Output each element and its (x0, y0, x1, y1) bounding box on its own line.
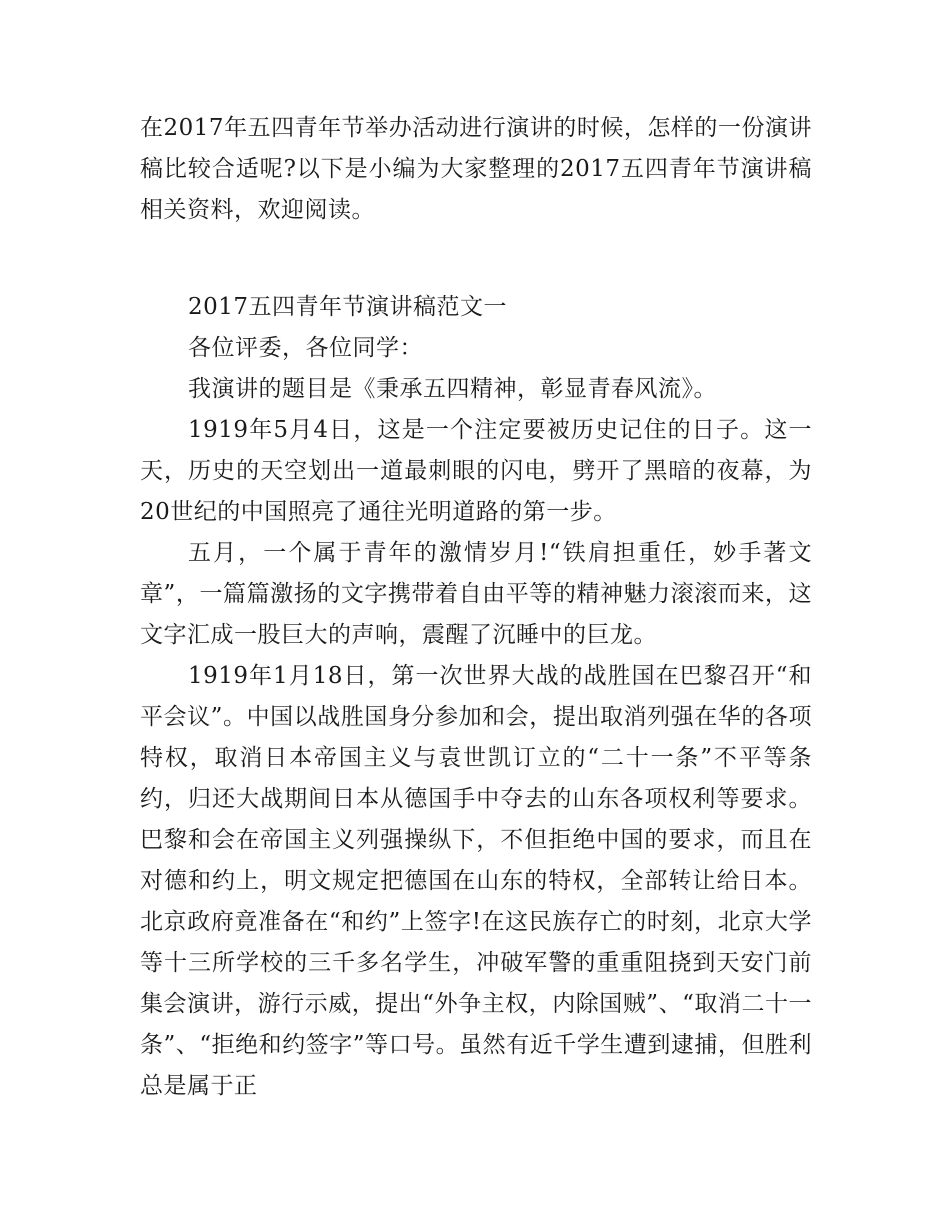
greeting: 各位评委，各位同学： (188, 335, 423, 361)
body-paragraph-3: 1919年1月18日，第一次世界大战的战胜国在巴黎召开“和平会议”。中国以战胜国身分参加和会，提出取消列强在华的各项特权，取消日本帝国主义与袁世凯订立的“二十一条”不平等条约，归还大战期间日本从德国手中夺去的山东各项权利等要求。巴黎和会在帝国主义列强操纵下，不但拒绝中国的要求，而且在对德和约上，明文规定把德国在山东的特权，全部转让给日本。北京政府竟准备在“和约”上签字!在这民族存亡的时刻，北京大学等十三所学校的三千多名学生，冲破军警的重重阻挠到天安门前集会演讲，游行示威，提出“外争主权，内除国贼”、“取消二十一条”、“拒绝和约签字”等口号。虽然有近千学生遭到逮捕，但胜利总是属于正 (140, 663, 812, 1099)
intro-paragraph: 在2017年五四青年节举办活动进行演讲的时候，怎样的一份演讲稿比较合适呢?以下是小编为大家整理的2017五四青年节演讲稿相关资料，欢迎阅读。 (140, 115, 812, 223)
section-title: 2017五四青年节演讲稿范文一 (188, 294, 508, 320)
speech-topic: 我演讲的题目是《秉承五四精神，彰显青春风流》。 (188, 376, 717, 402)
body-paragraph-1: 1919年5月4日，这是一个注定要被历史记住的日子。这一天，历史的天空划出一道最刺眼的闪电，劈开了黑暗的夜幕，为20世纪的中国照亮了通往光明道路的第一步。 (140, 417, 812, 525)
document-body (140, 108, 812, 1107)
paragraph-spacer (140, 231, 812, 287)
body-paragraph-2: 五月，一个属于青年的激情岁月!“铁肩担重任，妙手著文章”，一篇篇激扬的文字携带着自由平等的精神魅力滚滚而来，这文字汇成一股巨大的声响，震醒了沉睡中的巨龙。 (140, 540, 812, 648)
